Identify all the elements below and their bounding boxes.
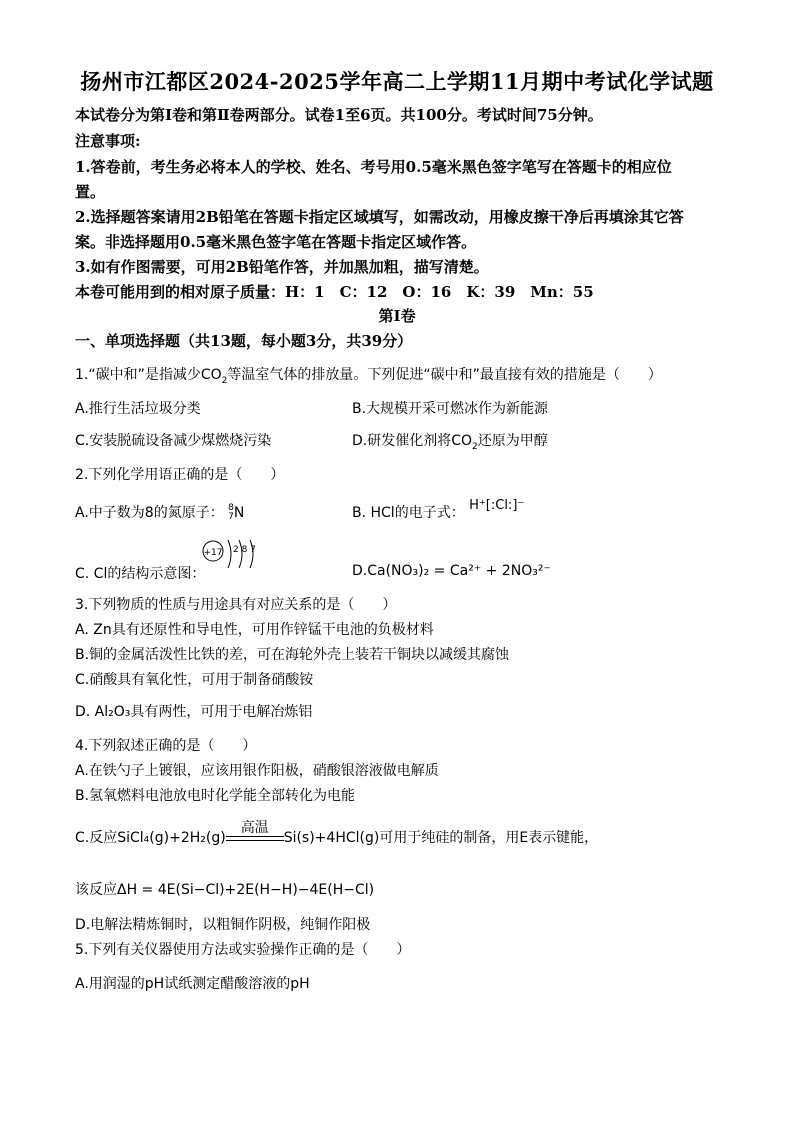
nucleus-charge: +17 bbox=[203, 548, 223, 558]
question-2-option-d: D.Ca(NO₃)₂ = Ca²⁺ + 2NO₃²⁻ bbox=[352, 563, 551, 579]
question-4-option-c-cont: 该反应ΔH = 4E(Si−Cl)+2E(H−H)−4E(H−Cl) bbox=[75, 882, 375, 898]
question-4-option-a: A.在铁勺子上镀银，应该用银作阳极，硝酸银溶液做电解质 bbox=[75, 763, 439, 779]
page-title: 扬州市江都区2024-2025学年高二上学期11月期中考试化学试题 bbox=[80, 69, 714, 94]
atom-structure-diagram bbox=[200, 536, 260, 582]
question-3-option-d: D. Al₂O₃具有两性，可用于电解冶炼铝 bbox=[75, 704, 313, 720]
reaction-arrow: 高温 bbox=[226, 831, 284, 845]
notice-item-2-cont: 案。非选择题用0.5毫米黑色签字笔在答题卡指定区域作答。 bbox=[75, 233, 477, 251]
notice-item-3: 3.如有作图需要，可用2B铅笔作答，并加黑加粗，描写清楚。 bbox=[75, 258, 489, 276]
notice-item-1-cont: 置。 bbox=[75, 183, 106, 201]
question-3-stem: 3.下列物质的性质与用途具有对应关系的是（ ） bbox=[75, 597, 397, 613]
atomic-masses: 本卷可能用到的相对原子质量：H：1 C：12 O：16 K：39 Mn：55 bbox=[75, 283, 594, 301]
question-3-option-b: B.铜的金属活泼性比铁的差，可在海轮外壳上装若干铜块以减缓其腐蚀 bbox=[75, 647, 510, 663]
question-1-option-d: D.研发催化剂将$CO_2$还原为甲醇 bbox=[352, 433, 548, 452]
notice-heading: 注意事项: bbox=[75, 132, 141, 150]
question-4-option-d: D.电解法精炼铜时，以粗铜作阴极，纯铜作阳极 bbox=[75, 917, 371, 933]
question-3-option-c: C.硝酸具有氧化性，可用于制备硝酸铵 bbox=[75, 672, 314, 688]
question-3-option-a: A. Zn具有还原性和导电性，可用作锌锰干电池的负极材料 bbox=[75, 622, 434, 638]
question-2-option-a: A.中子数为8的氮原子： 8 7N bbox=[75, 503, 245, 522]
question-4-stem: 4.下列叙述正确的是（ ） bbox=[75, 738, 257, 754]
notice-item-1: 1.答卷前，考生务必将本人的学校、姓名、考号用0.5毫米黑色签字笔写在答题卡的相应位 bbox=[75, 158, 672, 176]
question-4-option-b: B.氢氧燃料电池放电时化学能全部转化为电能 bbox=[75, 788, 356, 804]
question-1-option-c: C.安装脱硫设备减少煤燃烧污染 bbox=[75, 433, 272, 449]
exam-intro: 本试卷分为第Ⅰ卷和第Ⅱ卷两部分。试卷1至6页。共100分。考试时间75分钟。 bbox=[75, 106, 603, 124]
question-2-stem: 2.下列化学用语正确的是（ ） bbox=[75, 467, 285, 483]
section-heading: 一、单项选择题（共13题，每小题3分，共39分） bbox=[75, 332, 413, 350]
notice-item-2: 2.选择题答案请用2B铅笔在答题卡指定区域填写，如需改动，用橡皮擦干净后再填涂其它答 bbox=[75, 208, 684, 226]
electron-formula: H⁺[:Cl:]⁻ bbox=[469, 498, 525, 513]
question-1-stem: 1.“碳中和”是指减少$CO_2$等温室气体的排放量。下列促进“碳中和”最直接有效的措施是（ ） bbox=[75, 367, 662, 386]
question-5-stem: 5.下列有关仪器使用方法或实验操作正确的是（ ） bbox=[75, 942, 411, 958]
volume-heading: 第Ⅰ卷 bbox=[378, 307, 416, 325]
ionization-equation: Ca(NO₃)₂ = Ca²⁺ + 2NO₃²⁻ bbox=[367, 563, 551, 579]
nuclide-notation: 8 7 bbox=[228, 503, 234, 522]
question-1-option-b: B.大规模开采可燃冰作为新能源 bbox=[352, 401, 549, 417]
question-1-option-a: A.推行生活垃圾分类 bbox=[75, 401, 201, 417]
question-4-option-c: C.反应SiCl₄(g)+2H₂(g) 高温 Si(s)+4HCl(g)可用于纯硅的制备，用E表示键能， bbox=[75, 820, 599, 846]
question-5-option-a: A.用润湿的pH试纸测定醋酸溶液的pH bbox=[75, 976, 310, 992]
question-2-option-b: B. HCl的电子式： H⁺[:Cl:]⁻ bbox=[352, 498, 525, 521]
shell-counts: 2 8 7 bbox=[233, 545, 256, 555]
question-2-option-c: C. Cl的结构示意图： bbox=[75, 566, 206, 582]
